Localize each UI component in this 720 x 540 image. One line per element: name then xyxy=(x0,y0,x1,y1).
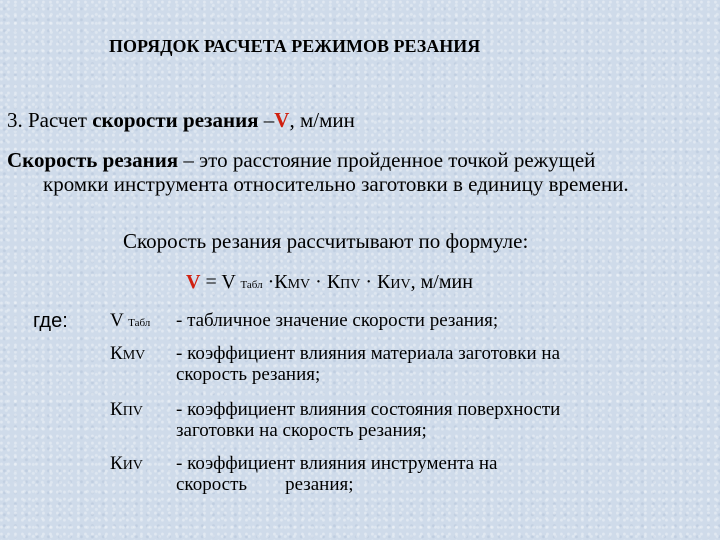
formula-k3-sub: ИV xyxy=(390,277,411,292)
term-symbol-sub: Табл xyxy=(128,317,151,329)
formula-dot3: · К xyxy=(360,271,391,293)
term-description: - табличное значение скорости резания; xyxy=(176,310,499,331)
formula-eq: = V xyxy=(200,271,241,293)
term-symbol xyxy=(110,343,145,365)
term-symbol-letter: К xyxy=(110,399,123,420)
section-heading xyxy=(7,108,355,133)
term-symbol xyxy=(110,399,143,421)
term-symbol-letter: К xyxy=(110,343,123,364)
term-symbol xyxy=(110,310,150,332)
section-prefix: 3. Расчет xyxy=(7,108,93,132)
term-symbol-sub: ПV xyxy=(122,404,143,419)
formula xyxy=(186,271,473,294)
formula-lhs: V xyxy=(186,271,201,293)
formula-tabl-sub: Табл xyxy=(240,279,263,291)
page-title: ПОРЯДОК РАСЧЕТА РЕЖИМОВ РЕЗАНИЯ xyxy=(109,36,481,56)
term-description: - коэффициент влияния состояния поверхности xyxy=(176,399,561,420)
term-description-cont: скорость резания; xyxy=(176,474,354,495)
section-unit: , м/мин xyxy=(289,108,355,132)
definition-rest: – это расстояние пройденное точкой режущей xyxy=(178,148,596,172)
where-label: где: xyxy=(33,310,68,332)
formula-k2-sub: ПV xyxy=(340,277,361,292)
term-symbol xyxy=(110,453,143,475)
definition-line-1 xyxy=(7,148,595,173)
term-description: - коэффициент влияния инструмента на xyxy=(176,453,498,474)
term-symbol-letter: К xyxy=(110,453,123,474)
section-dash: – xyxy=(258,108,275,132)
section-symbol: V xyxy=(274,108,290,132)
formula-unit: , м/мин xyxy=(410,271,473,293)
term-description: - коэффициент влияния материала заготовки на xyxy=(176,343,561,364)
term-symbol-sub: MV xyxy=(122,348,146,363)
term-description-cont: скорость резания; xyxy=(176,364,321,385)
term-symbol-letter: V xyxy=(110,310,124,331)
definition-line-2: кромки инструмента относительно заготовки в единицу времени. xyxy=(43,172,629,196)
formula-dot1: ·К xyxy=(262,271,288,293)
formula-dot2: · К xyxy=(310,271,341,293)
section-bold: скорости резания xyxy=(92,108,259,132)
formula-k1-sub: MV xyxy=(287,277,311,292)
term-symbol-sub: ИV xyxy=(122,458,143,473)
definition-term: Скорость резания xyxy=(7,148,179,172)
term-description-cont: заготовки на скорость резания; xyxy=(176,420,427,441)
formula-intro: Скорость резания рассчитывают по формуле: xyxy=(123,229,529,253)
